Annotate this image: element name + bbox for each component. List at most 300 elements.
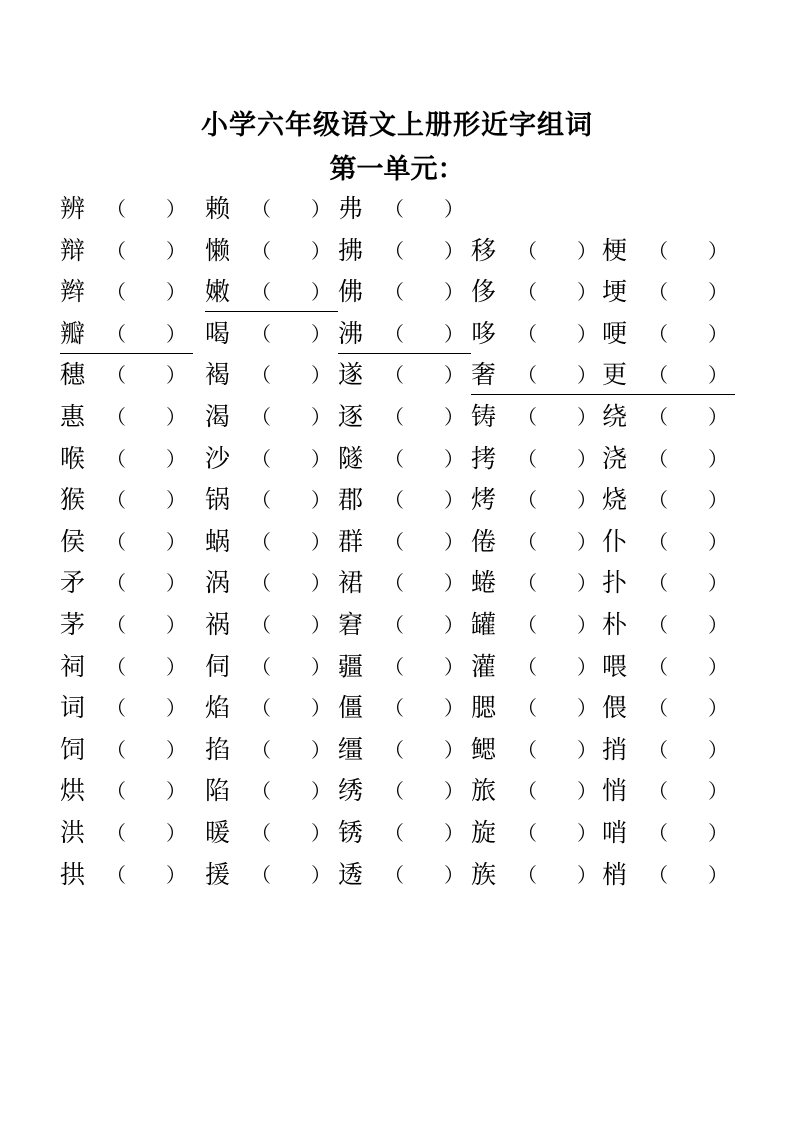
character: 拱 xyxy=(60,859,86,889)
answer-blank-open: （ xyxy=(384,446,404,471)
word-cell xyxy=(60,772,188,812)
answer-blank-close: ） xyxy=(166,821,186,845)
answer-blank-open: （ xyxy=(106,280,126,305)
answer-blank-close: ） xyxy=(577,779,597,804)
word-cell xyxy=(602,315,730,355)
word-cell xyxy=(602,564,730,604)
answer-blank-close: ） xyxy=(311,571,331,596)
word-cell xyxy=(471,606,599,646)
answer-blank-open: （ xyxy=(106,613,126,637)
answer-blank-open: （ xyxy=(384,696,404,721)
word-row xyxy=(0,606,794,646)
answer-blank-close: ） xyxy=(444,529,464,554)
character: 隧 xyxy=(338,443,364,473)
word-cell xyxy=(602,856,730,896)
answer-blank-close: ） xyxy=(577,862,597,887)
character: 仆 xyxy=(602,526,628,556)
answer-blank-open: （ xyxy=(251,197,271,221)
answer-blank-close: ） xyxy=(708,238,728,263)
character: 腮 xyxy=(471,693,497,723)
answer-blank-open: （ xyxy=(648,779,668,804)
word-cell xyxy=(471,523,599,563)
answer-blank-close: ） xyxy=(166,488,186,513)
answer-blank-open: （ xyxy=(106,779,126,804)
answer-blank-close: ） xyxy=(166,363,186,388)
word-cell xyxy=(205,523,333,563)
word-cell xyxy=(602,356,735,395)
word-cell xyxy=(602,731,730,771)
character: 掐 xyxy=(205,734,231,764)
answer-blank-open: （ xyxy=(517,654,537,679)
character: 透 xyxy=(338,859,364,889)
answer-blank-open: （ xyxy=(251,488,271,513)
word-cell xyxy=(602,481,730,521)
answer-blank-open: （ xyxy=(106,696,126,721)
answer-blank-open: （ xyxy=(251,862,271,887)
answer-blank-close: ） xyxy=(311,654,331,679)
character: 渴 xyxy=(205,402,231,431)
answer-blank-close: ） xyxy=(577,571,597,596)
answer-blank-open: （ xyxy=(106,197,126,221)
word-cell xyxy=(60,814,188,854)
character: 辫 xyxy=(60,277,86,307)
character: 蜗 xyxy=(205,526,231,556)
character: 祸 xyxy=(205,610,231,639)
answer-blank-close: ） xyxy=(166,613,186,637)
answer-blank-open: （ xyxy=(384,197,404,221)
answer-blank-close: ） xyxy=(444,571,464,596)
character: 缰 xyxy=(338,734,364,764)
word-cell xyxy=(338,564,466,604)
character: 哨 xyxy=(602,818,628,847)
character: 佛 xyxy=(338,277,364,307)
word-cell xyxy=(471,648,599,688)
answer-blank-open: （ xyxy=(517,280,537,305)
word-cell xyxy=(338,814,466,854)
answer-blank-close: ） xyxy=(444,446,464,471)
word-row xyxy=(0,856,794,896)
answer-blank-open: （ xyxy=(517,571,537,596)
word-cell xyxy=(205,398,333,438)
page-title: 小学六年级语文上册形近字组词 xyxy=(201,110,593,141)
answer-blank-open: （ xyxy=(251,405,271,429)
word-cell xyxy=(338,273,466,313)
character: 沸 xyxy=(338,318,364,348)
answer-blank-open: （ xyxy=(517,737,537,762)
answer-blank-close: ） xyxy=(166,779,186,804)
answer-blank-close: ） xyxy=(444,280,464,305)
answer-blank-open: （ xyxy=(648,363,668,388)
word-cell xyxy=(338,731,466,771)
answer-blank-close: ） xyxy=(311,696,331,721)
character: 绣 xyxy=(338,776,364,806)
word-cell xyxy=(471,814,599,854)
word-cell xyxy=(471,398,599,438)
answer-blank-close: ） xyxy=(708,862,728,887)
answer-blank-close: ） xyxy=(166,571,186,596)
answer-blank-close: ） xyxy=(166,737,186,762)
word-cell xyxy=(60,273,188,313)
answer-blank-close: ） xyxy=(166,405,186,429)
answer-blank-close: ） xyxy=(577,238,597,263)
character: 蜷 xyxy=(471,568,497,598)
answer-blank-close: ） xyxy=(166,529,186,554)
answer-blank-open: （ xyxy=(384,321,404,346)
answer-blank-close: ） xyxy=(577,696,597,721)
word-cell xyxy=(471,731,599,771)
character: 偎 xyxy=(602,693,628,723)
word-cell xyxy=(338,648,466,688)
character: 辩 xyxy=(60,235,86,265)
word-row xyxy=(0,523,794,563)
character: 朴 xyxy=(602,610,628,639)
word-cell xyxy=(602,273,730,313)
answer-blank-close: ） xyxy=(708,280,728,305)
answer-blank-open: （ xyxy=(251,446,271,471)
answer-blank-close: ） xyxy=(166,280,186,305)
word-cell xyxy=(338,440,466,480)
answer-blank-open: （ xyxy=(106,821,126,845)
answer-blank-close: ） xyxy=(444,363,464,388)
character: 旋 xyxy=(471,818,497,847)
answer-blank-open: （ xyxy=(251,696,271,721)
answer-blank-close: ） xyxy=(311,363,331,388)
answer-blank-open: （ xyxy=(648,280,668,305)
word-cell xyxy=(338,356,466,396)
word-cell xyxy=(338,856,466,896)
word-cell xyxy=(471,232,599,272)
answer-blank-close: ） xyxy=(311,821,331,845)
character: 穗 xyxy=(60,360,86,390)
word-cell xyxy=(338,689,466,729)
character: 涡 xyxy=(205,568,231,598)
word-row xyxy=(0,481,794,521)
answer-blank-open: （ xyxy=(384,779,404,804)
character: 疆 xyxy=(338,651,364,681)
answer-blank-close: ） xyxy=(311,529,331,554)
character: 群 xyxy=(338,526,364,556)
answer-blank-open: （ xyxy=(517,696,537,721)
word-cell xyxy=(471,856,599,896)
character: 逐 xyxy=(338,402,364,431)
character: 梢 xyxy=(602,859,628,889)
answer-blank-open: （ xyxy=(251,321,271,346)
word-cell xyxy=(60,232,188,272)
answer-blank-close: ） xyxy=(708,405,728,429)
word-cell xyxy=(602,648,730,688)
word-cell xyxy=(60,523,188,563)
answer-blank-open: （ xyxy=(384,405,404,429)
character: 埂 xyxy=(602,277,628,307)
answer-blank-close: ） xyxy=(311,862,331,887)
answer-blank-close: ） xyxy=(708,363,728,388)
answer-blank-open: （ xyxy=(517,238,537,263)
character: 烤 xyxy=(471,485,497,515)
answer-blank-close: ） xyxy=(577,529,597,554)
word-cell xyxy=(471,273,599,313)
answer-blank-close: ） xyxy=(444,321,464,346)
answer-blank-open: （ xyxy=(648,821,668,845)
answer-blank-open: （ xyxy=(251,654,271,679)
answer-blank-open: （ xyxy=(648,613,668,637)
answer-blank-close: ） xyxy=(311,321,331,346)
word-cell xyxy=(205,481,333,521)
character: 奢 xyxy=(471,360,497,390)
word-cell xyxy=(338,232,466,272)
word-cell xyxy=(602,772,730,812)
word-cell xyxy=(602,232,730,272)
answer-blank-close: ） xyxy=(708,571,728,596)
answer-blank-close: ） xyxy=(311,280,331,305)
answer-blank-close: ） xyxy=(444,696,464,721)
word-cell xyxy=(60,440,188,480)
answer-blank-open: （ xyxy=(648,862,668,887)
character: 哽 xyxy=(602,318,628,348)
word-cell xyxy=(338,315,471,354)
character: 拷 xyxy=(471,443,497,473)
word-cell xyxy=(471,440,599,480)
character: 褐 xyxy=(205,360,231,390)
word-row xyxy=(0,648,794,688)
character: 援 xyxy=(205,859,231,889)
answer-blank-close: ） xyxy=(577,321,597,346)
word-row xyxy=(0,190,794,230)
answer-blank-open: （ xyxy=(648,571,668,596)
answer-blank-close: ） xyxy=(577,280,597,305)
word-cell xyxy=(60,648,188,688)
answer-blank-close: ） xyxy=(166,446,186,471)
answer-blank-open: （ xyxy=(648,488,668,513)
character: 僵 xyxy=(338,693,364,723)
character: 瓣 xyxy=(60,318,86,348)
answer-blank-open: （ xyxy=(517,779,537,804)
answer-blank-close: ） xyxy=(708,446,728,471)
answer-blank-open: （ xyxy=(384,280,404,305)
answer-blank-open: （ xyxy=(648,238,668,263)
answer-blank-close: ） xyxy=(166,321,186,346)
character: 浇 xyxy=(602,443,628,473)
word-cell xyxy=(60,564,188,604)
answer-blank-open: （ xyxy=(648,737,668,762)
word-cell xyxy=(205,315,333,355)
answer-blank-open: （ xyxy=(106,238,126,263)
character: 移 xyxy=(471,235,497,265)
character: 焰 xyxy=(205,693,231,723)
answer-blank-close: ） xyxy=(577,488,597,513)
answer-blank-close: ） xyxy=(577,446,597,471)
answer-blank-close: ） xyxy=(311,613,331,637)
character: 族 xyxy=(471,859,497,889)
character: 烧 xyxy=(602,485,628,515)
answer-blank-open: （ xyxy=(106,405,126,429)
answer-blank-open: （ xyxy=(648,446,668,471)
character: 喂 xyxy=(602,651,628,681)
character: 祠 xyxy=(60,651,86,681)
answer-blank-open: （ xyxy=(384,238,404,263)
answer-blank-open: （ xyxy=(384,529,404,554)
answer-blank-close: ） xyxy=(577,654,597,679)
word-cell xyxy=(338,190,466,230)
answer-blank-close: ） xyxy=(311,446,331,471)
character: 裙 xyxy=(338,568,364,598)
word-row xyxy=(0,356,794,396)
word-row xyxy=(0,232,794,272)
word-cell xyxy=(60,398,188,438)
character: 烘 xyxy=(60,776,86,806)
word-cell xyxy=(205,856,333,896)
answer-blank-open: （ xyxy=(517,821,537,845)
word-row xyxy=(0,814,794,854)
character: 灌 xyxy=(471,651,497,681)
character: 梗 xyxy=(602,235,628,265)
answer-blank-close: ） xyxy=(444,488,464,513)
answer-blank-open: （ xyxy=(648,321,668,346)
answer-blank-close: ） xyxy=(708,654,728,679)
answer-blank-close: ） xyxy=(708,821,728,845)
answer-blank-open: （ xyxy=(106,529,126,554)
word-cell xyxy=(205,648,333,688)
answer-blank-open: （ xyxy=(106,654,126,679)
word-cell xyxy=(205,564,333,604)
word-cell xyxy=(602,440,730,480)
word-cell xyxy=(205,689,333,729)
character: 喉 xyxy=(60,443,86,473)
character: 喝 xyxy=(205,318,231,348)
answer-blank-close: ） xyxy=(444,613,464,637)
word-cell xyxy=(602,398,730,438)
word-cell xyxy=(205,190,333,230)
character: 罐 xyxy=(471,610,497,639)
answer-blank-open: （ xyxy=(517,405,537,429)
answer-blank-open: （ xyxy=(106,363,126,388)
answer-blank-close: ） xyxy=(444,737,464,762)
character: 悄 xyxy=(602,776,628,806)
character: 辨 xyxy=(60,194,86,223)
answer-blank-open: （ xyxy=(251,613,271,637)
character: 锅 xyxy=(205,485,231,515)
word-row xyxy=(0,315,794,355)
character: 锈 xyxy=(338,818,364,847)
answer-blank-close: ） xyxy=(311,197,331,221)
character: 暖 xyxy=(205,818,231,847)
word-cell xyxy=(205,232,333,272)
character: 猴 xyxy=(60,485,86,515)
answer-blank-open: （ xyxy=(251,238,271,263)
character: 拂 xyxy=(338,235,364,265)
word-cell xyxy=(602,523,730,563)
word-cell xyxy=(338,523,466,563)
answer-blank-close: ） xyxy=(166,696,186,721)
answer-blank-close: ） xyxy=(708,613,728,637)
character: 倦 xyxy=(471,526,497,556)
word-cell xyxy=(205,356,333,396)
word-cell xyxy=(338,481,466,521)
answer-blank-open: （ xyxy=(251,779,271,804)
answer-blank-close: ） xyxy=(577,613,597,637)
word-row xyxy=(0,440,794,480)
answer-blank-open: （ xyxy=(106,571,126,596)
word-cell xyxy=(471,481,599,521)
character: 更 xyxy=(602,360,628,390)
answer-blank-open: （ xyxy=(251,363,271,388)
answer-blank-open: （ xyxy=(106,862,126,887)
answer-blank-close: ） xyxy=(444,405,464,429)
answer-blank-close: ） xyxy=(708,529,728,554)
word-cell xyxy=(471,564,599,604)
answer-blank-close: ） xyxy=(166,197,186,221)
answer-blank-close: ） xyxy=(708,488,728,513)
word-cell xyxy=(60,481,188,521)
word-cell xyxy=(205,440,333,480)
character: 铸 xyxy=(471,402,497,431)
character: 嫩 xyxy=(205,277,231,307)
word-cell xyxy=(60,356,188,396)
word-cell xyxy=(338,606,466,646)
answer-blank-close: ） xyxy=(577,821,597,845)
word-cell xyxy=(471,689,599,729)
character: 弗 xyxy=(338,194,364,223)
character: 捎 xyxy=(602,734,628,764)
answer-blank-open: （ xyxy=(384,571,404,596)
answer-blank-close: ） xyxy=(444,862,464,887)
word-cell xyxy=(338,398,466,438)
word-cell xyxy=(205,731,333,771)
character: 侯 xyxy=(60,526,86,556)
character: 饲 xyxy=(60,734,86,764)
answer-blank-open: （ xyxy=(251,821,271,845)
answer-blank-close: ） xyxy=(708,779,728,804)
word-cell xyxy=(60,856,188,896)
character: 旅 xyxy=(471,776,497,806)
answer-blank-open: （ xyxy=(384,488,404,513)
answer-blank-open: （ xyxy=(648,405,668,429)
word-cell xyxy=(602,689,730,729)
answer-blank-close: ） xyxy=(708,321,728,346)
word-cell xyxy=(205,606,333,646)
answer-blank-open: （ xyxy=(106,321,126,346)
answer-blank-open: （ xyxy=(517,321,537,346)
word-cell xyxy=(60,689,188,729)
answer-blank-open: （ xyxy=(517,363,537,388)
word-cell xyxy=(338,772,466,812)
answer-blank-open: （ xyxy=(251,529,271,554)
word-cell xyxy=(60,190,188,230)
answer-blank-open: （ xyxy=(517,862,537,887)
word-cell xyxy=(60,731,188,771)
character: 郡 xyxy=(338,485,364,515)
answer-blank-close: ） xyxy=(444,238,464,263)
word-row xyxy=(0,689,794,729)
answer-blank-close: ） xyxy=(708,696,728,721)
word-row xyxy=(0,772,794,812)
answer-blank-open: （ xyxy=(517,488,537,513)
word-cell xyxy=(205,772,333,812)
character: 懒 xyxy=(205,235,231,265)
answer-blank-close: ） xyxy=(311,488,331,513)
word-cell xyxy=(602,606,730,646)
answer-blank-close: ） xyxy=(577,363,597,388)
character: 茅 xyxy=(60,610,86,639)
character: 遂 xyxy=(338,360,364,390)
answer-blank-close: ） xyxy=(444,654,464,679)
word-cell xyxy=(602,814,730,854)
answer-blank-close: ） xyxy=(166,238,186,263)
word-cell xyxy=(205,273,338,312)
answer-blank-open: （ xyxy=(384,654,404,679)
character: 矛 xyxy=(60,568,86,598)
character: 绕 xyxy=(602,402,628,431)
character: 伺 xyxy=(205,651,231,681)
